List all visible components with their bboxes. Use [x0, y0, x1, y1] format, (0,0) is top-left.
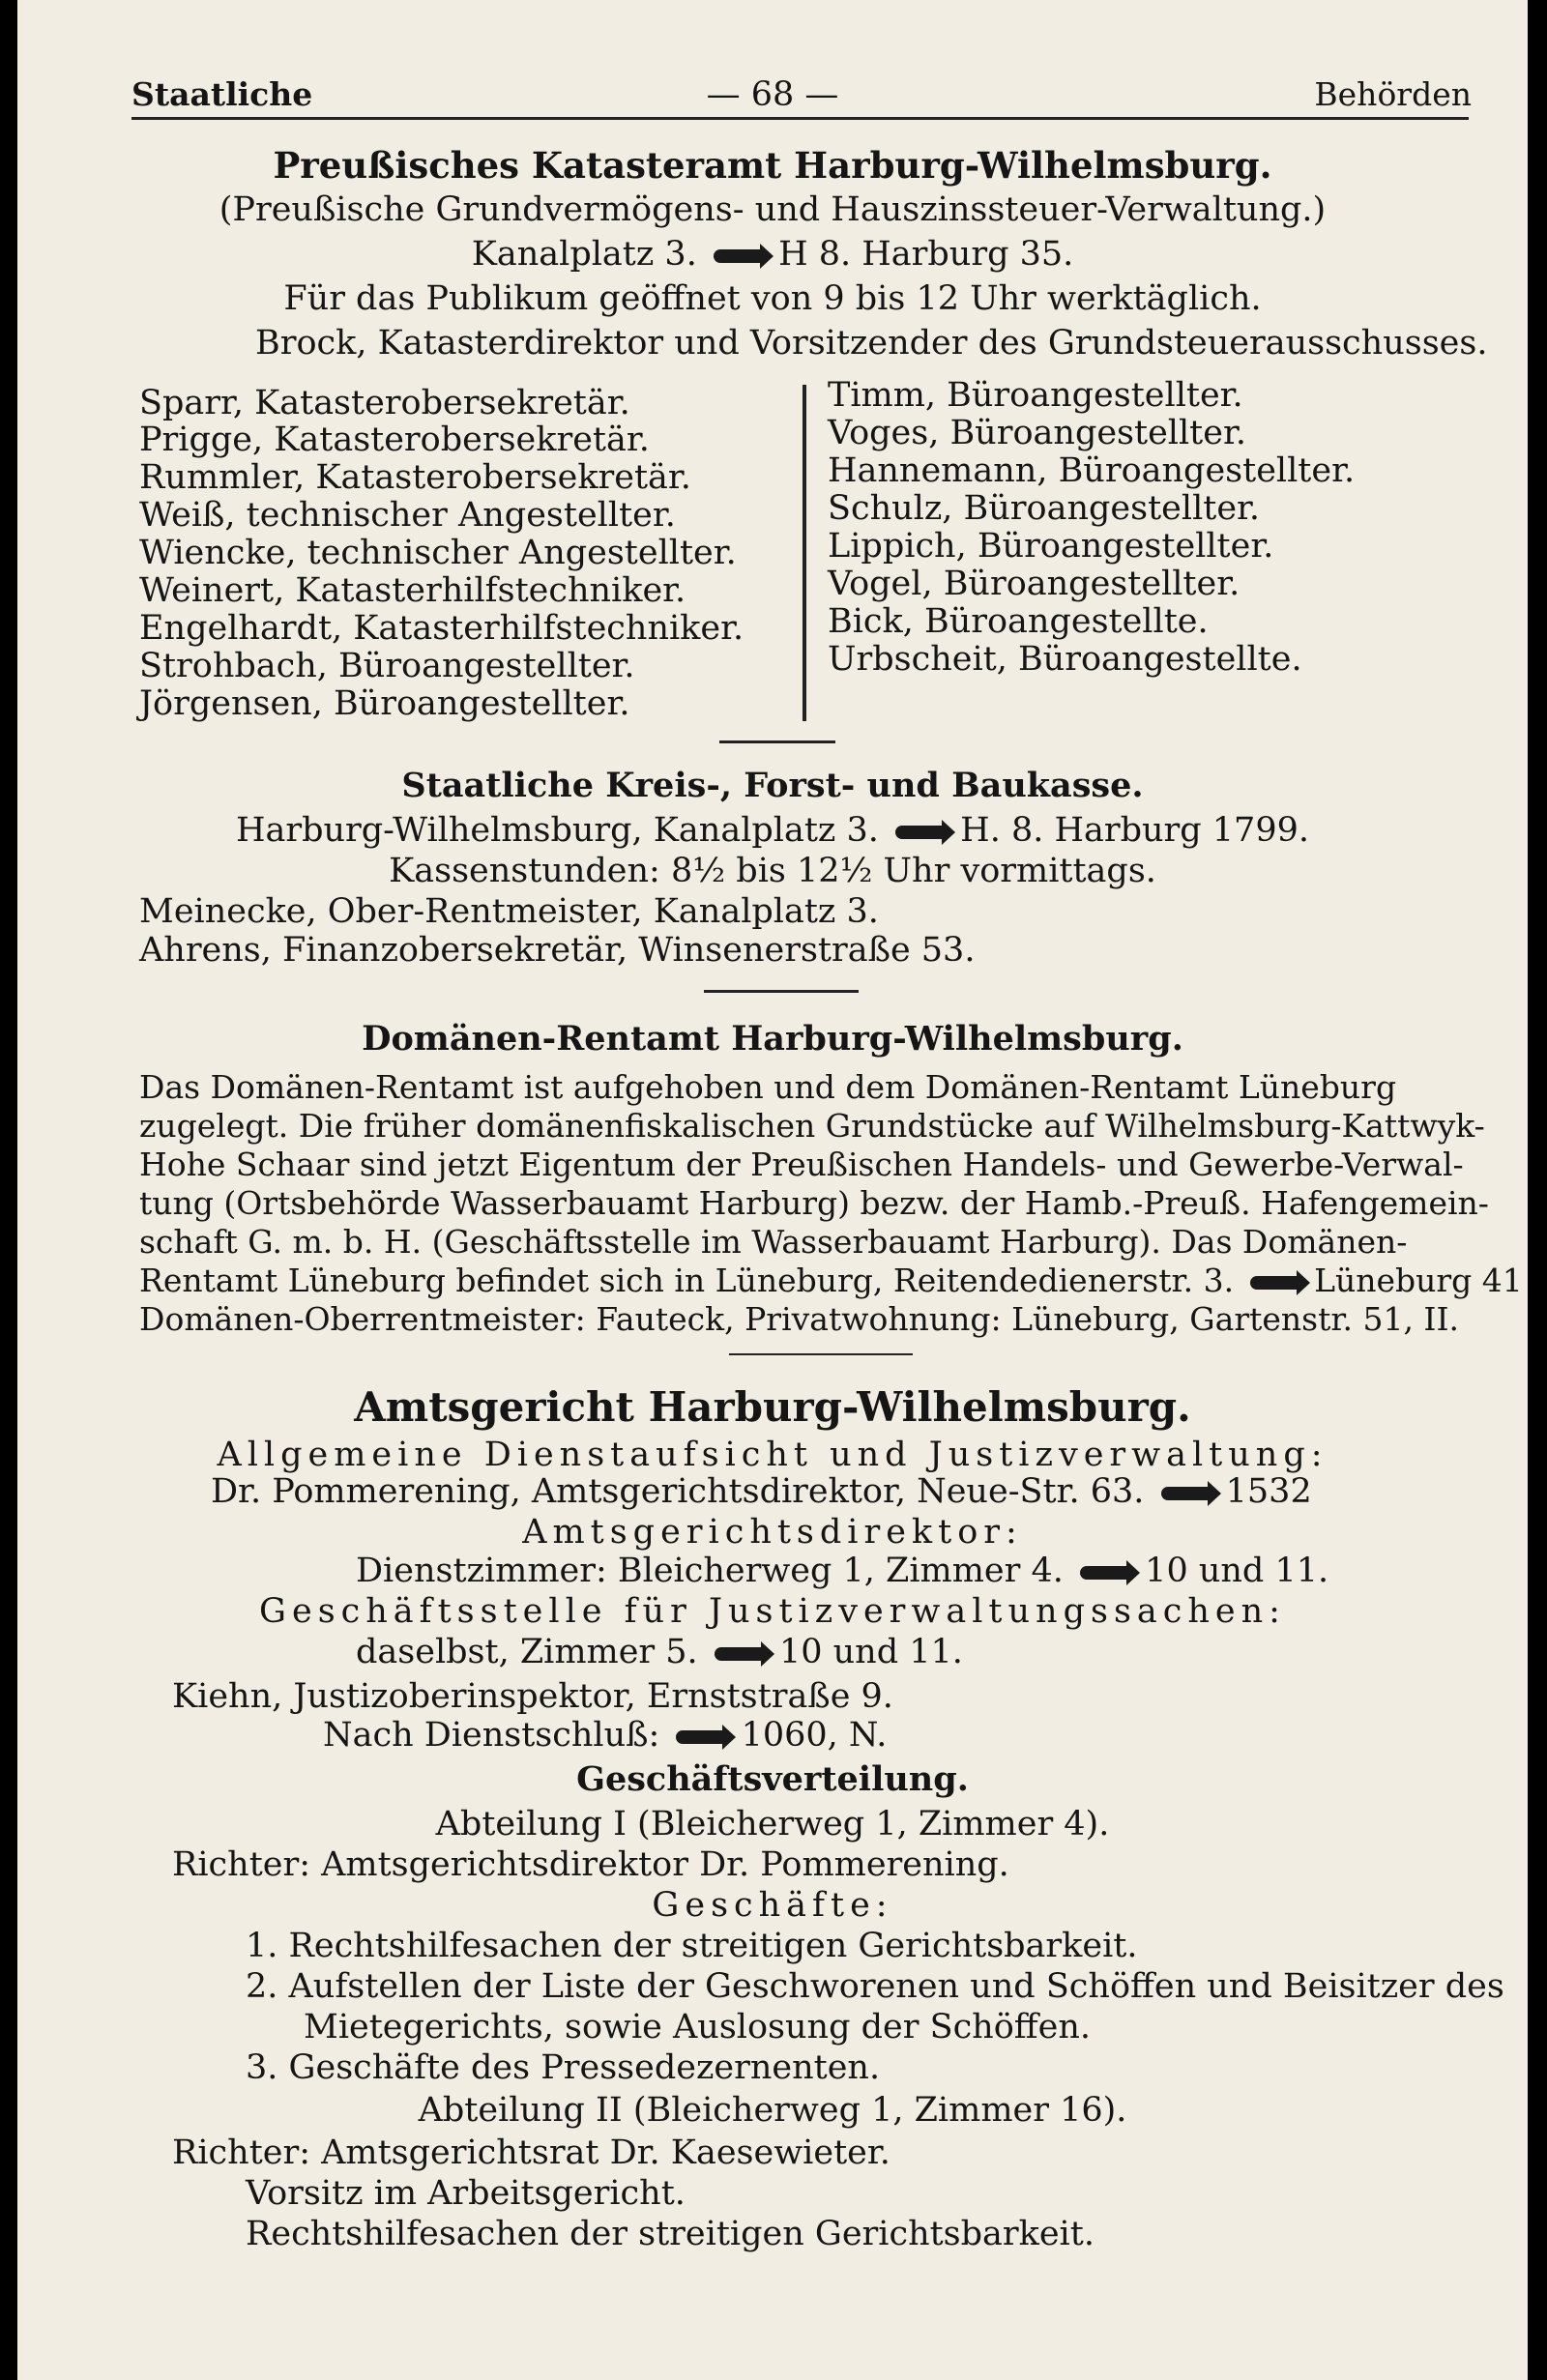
telephone-icon: [676, 1730, 724, 1744]
abteilung-2-richter: Richter: Amtsgerichtsrat Dr. Kaesewieter.: [172, 2133, 890, 2172]
telephone-icon: [1080, 1566, 1128, 1580]
telephone-icon: [895, 826, 944, 839]
katasteramt-address: Kanalplatz 3.: [471, 235, 697, 274]
katasteramt-subtitle: (Preußische Grundvermögens- und Hauszinssteuer-Verwaltung.): [219, 190, 1327, 229]
rentamt-address: Rentamt Lüneburg befindet sich in Lüneburg, Reitendedienerstr. 3.: [139, 1262, 1235, 1299]
katasteramt-head: Brock, Katasterdirektor und Vorsitzender des Grundsteuerausschusses.: [255, 324, 1488, 363]
staff-right-7: Urbscheit, Büroangestellte.: [828, 640, 1302, 679]
abteilung-2-heading: Abteilung II (Bleicherweg 1, Zimmer 16).: [418, 2091, 1127, 2130]
staff-right-1: Voges, Büroangestellter.: [828, 414, 1246, 452]
rentamt-phone: Lüneburg 41: [1314, 1262, 1523, 1299]
section-separator: [719, 740, 835, 743]
amtsgericht-title: Amtsgericht Harburg-Wilhelmsburg.: [354, 1383, 1191, 1431]
geschaeftsstelle-hours: 10 und 11.: [778, 1633, 963, 1671]
staff-left-8: Jörgensen, Büroangestellter.: [139, 684, 630, 723]
staff-left-0: Sparr, Katasterobersekretär.: [139, 384, 630, 422]
staff-left-3: Weiß, technischer Angestellter.: [139, 496, 676, 535]
katasteramt-hours: Für das Publikum geöffnet von 9 bis 12 Uhr werktäglich.: [283, 279, 1262, 318]
staff-left-1: Prigge, Katasterobersekretär.: [139, 421, 650, 459]
staff-right-2: Hannemann, Büroangestellter.: [828, 451, 1356, 490]
geschaefte-item-2-cont: Mietegerichts, sowie Auslosung der Schöffen.: [304, 2008, 1092, 2046]
telephone-icon: [715, 1647, 763, 1661]
staff-left-7: Strohbach, Büroangestellter.: [139, 647, 635, 685]
rentamt-title: Domänen-Rentamt Harburg-Wilhelmsburg.: [362, 1019, 1183, 1059]
rentamt-line-1: zugelegt. Die früher domänenfiskalischen Grundstücke auf Wilhelmsburg-Kattwyk-: [139, 1107, 1485, 1145]
aufsicht-person: Dr. Pommerening, Amtsgerichtsdirektor, Neue-Str. 63.: [211, 1472, 1145, 1511]
abteilung-1-heading: Abteilung I (Bleicherweg 1, Zimmer 4).: [435, 1805, 1110, 1843]
column-divider: [803, 385, 806, 721]
dienstzimmer-line: [356, 1551, 1328, 1591]
kasse-staff-0: Meinecke, Ober-Rentmeister, Kanalplatz 3.: [139, 892, 879, 931]
dienstzimmer-hours: 10 und 11.: [1145, 1552, 1329, 1590]
rentamt-line-6: Domänen-Oberrentmeister: Fauteck, Privatwohnung: Lüneburg, Gartenstr. 51, II.: [139, 1300, 1459, 1338]
kasse-staff-1: Ahrens, Finanzobersekretär, Winsenerstraße 53.: [139, 931, 976, 970]
geschaeftsverteilung-heading: Geschäftsverteilung.: [576, 1759, 969, 1799]
kasse-address-line: [17, 810, 1528, 851]
nach-dienstschluss-phone: 1060, N.: [741, 1716, 888, 1755]
rentamt-line-5: [139, 1261, 1523, 1301]
telephone-icon: [1161, 1487, 1210, 1500]
kasse-address: Harburg-Wilhelmsburg, Kanalplatz 3.: [235, 811, 879, 850]
nach-dienstschluss: Nach Dienstschluß:: [323, 1716, 660, 1755]
katasteramt-phone: H 8. Harburg 35.: [778, 235, 1074, 274]
staff-right-3: Schulz, Büroangestellter.: [828, 489, 1261, 528]
geschaeftsstelle-line: [356, 1632, 963, 1672]
aufsicht-person-line: [211, 1471, 1312, 1512]
kiehn-line: Kiehn, Justizoberinspektor, Ernststraße 9.: [172, 1677, 893, 1716]
staff-right-4: Lippich, Büroangestellter.: [828, 527, 1274, 566]
kasse-title: Staatliche Kreis-, Forst- und Baukasse.: [401, 766, 1144, 805]
running-head-right: Behörden: [1314, 75, 1472, 113]
geschaefte-item-2: 2. Aufstellen der Liste der Geschworenen und Schöffen und Beisitzer des: [246, 1967, 1504, 2006]
rentamt-line-2: Hohe Schaar sind jetzt Eigentum der Preußischen Handels- und Gewerbe-Verwal-: [139, 1146, 1464, 1183]
abteilung-2-line-2: Rechtshilfesachen der streitigen Gerichtsbarkeit.: [246, 2215, 1095, 2253]
staff-left-5: Weinert, Katasterhilfstechniker.: [139, 571, 686, 610]
rentamt-line-4: schaft G. m. b. H. (Geschäftsstelle im Wasserbauamt Harburg). Das Domänen-: [139, 1223, 1408, 1261]
staff-right-6: Bick, Büroangestellte.: [828, 602, 1209, 641]
abteilung-2-line-1: Vorsitz im Arbeitsgericht.: [246, 2174, 686, 2213]
section-separator: [704, 990, 859, 993]
rentamt-line-3: tung (Ortsbehörde Wasserbauamt Harburg) bezw. der Hamb.-Preuß. Hafengemein-: [139, 1184, 1489, 1222]
nach-dienstschluss-line: [323, 1715, 887, 1756]
staff-right-5: Vogel, Büroangestellter.: [828, 565, 1241, 603]
katasteramt-title: Preußisches Katasteramt Harburg-Wilhelmsburg.: [273, 144, 1272, 187]
telephone-icon: [1250, 1276, 1299, 1290]
rentamt-line-0: Das Domänen-Rentamt ist aufgehoben und dem Domänen-Rentamt Lüneburg: [139, 1068, 1397, 1106]
geschaeftsstelle-room: daselbst, Zimmer 5.: [356, 1633, 698, 1671]
geschaefte-item-3: 3. Geschäfte des Pressedezernenten.: [246, 2048, 881, 2087]
staff-left-2: Rummler, Katasterobersekretär.: [139, 458, 691, 497]
katasteramt-address-line: [17, 234, 1528, 275]
aufsicht-heading: Allgemeine Dienstaufsicht und Justizverwaltung:: [217, 1436, 1328, 1474]
kasse-phone: H. 8. Harburg 1799.: [960, 811, 1309, 850]
page-number: — 68 —: [706, 75, 839, 114]
geschaefte-heading: Geschäfte:: [652, 1886, 893, 1925]
section-separator: [729, 1353, 913, 1355]
running-head-left: Staatliche: [131, 75, 313, 113]
staff-right-0: Timm, Büroangestellter.: [828, 376, 1243, 415]
abteilung-1-richter: Richter: Amtsgerichtsdirektor Dr. Pommerening.: [172, 1845, 1009, 1884]
header-rule: [131, 117, 1469, 120]
dienstzimmer: Dienstzimmer: Bleicherweg 1, Zimmer 4.: [356, 1552, 1064, 1590]
direktor-heading: Amtsgerichtsdirektor:: [522, 1513, 1023, 1552]
kasse-hours: Kassenstunden: 8½ bis 12½ Uhr vormittags.: [389, 852, 1156, 890]
geschaeftsstelle-heading: Geschäftsstelle für Justizverwaltungssachen:: [259, 1592, 1286, 1631]
staff-left-4: Wiencke, technischer Angestellter.: [139, 534, 737, 572]
document-page: [17, 0, 1528, 2380]
geschaefte-item-1: 1. Rechtshilfesachen der streitigen Gerichtsbarkeit.: [246, 1927, 1138, 1965]
aufsicht-phone: 1532: [1225, 1472, 1312, 1511]
telephone-icon: [714, 249, 762, 263]
staff-left-6: Engelhardt, Katasterhilfstechniker.: [139, 609, 744, 648]
